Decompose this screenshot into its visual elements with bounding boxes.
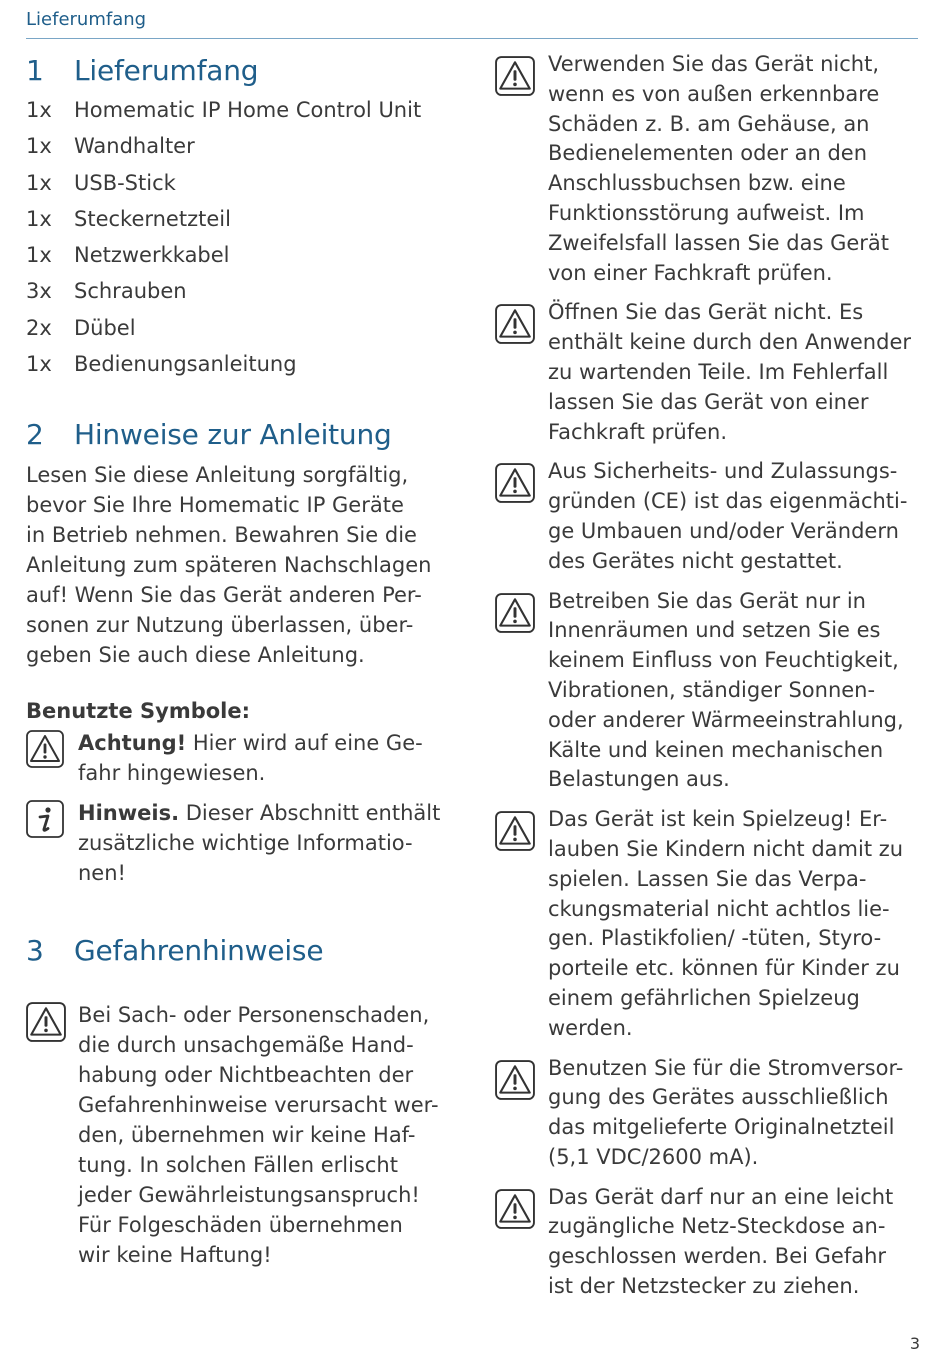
symbol-label: Achtung! [78, 731, 187, 756]
paragraph-line: in Betrieb nehmen. Bewahren Sie die [26, 523, 417, 548]
text-line: porteile etc. können für Kinder zu [548, 956, 900, 981]
section-3-heading [26, 932, 456, 970]
text-line: ckungsmaterial nicht achtlos lie- [548, 896, 890, 921]
text-line: Funktionsstörung aufweist. Im [548, 200, 865, 225]
warning-triangle-icon [495, 1183, 548, 1229]
item-name: Steckernetzteil [74, 206, 231, 231]
item-name: USB-Stick [74, 170, 176, 195]
text-line: Gefahrenhinweise verursacht wer- [78, 1093, 439, 1118]
text-line: Das Gerät ist kein Spielzeug! Er- [548, 807, 888, 832]
item-quantity: 2x [26, 315, 52, 340]
item-quantity: 1x [26, 134, 52, 159]
symbol-text: Hier wird auf eine Ge- [192, 731, 423, 756]
text-line: die durch unsachgemäße Hand- [78, 1033, 414, 1058]
text-line: Für Folgeschäden übernehmen [78, 1213, 403, 1238]
text-line: lauben Sie Kindern nicht damit zu [548, 836, 904, 861]
text-line: Bedienelementen oder an den [548, 141, 868, 166]
paragraph-line: auf! Wenn Sie das Gerät anderen Per- [26, 583, 422, 608]
warning-text [548, 1054, 903, 1173]
list-item [26, 201, 456, 237]
section-number: 3 [26, 934, 44, 968]
warning-text [78, 1000, 439, 1270]
paragraph-line: Lesen Sie diese Anleitung sorgfältig, [26, 463, 409, 488]
text-line: Schäden z. B. am Gehäuse, an [548, 111, 870, 136]
warning-text [548, 1183, 893, 1302]
warning-item [495, 298, 925, 447]
item-quantity: 1x [26, 206, 52, 231]
section-number: 1 [26, 54, 44, 87]
list-item [26, 128, 456, 164]
text-line: Belastungen aus. [548, 767, 730, 792]
text-line: ge Umbauen und/oder Verändern [548, 518, 899, 543]
text-line: geschlossen werden. Bei Gefahr [548, 1244, 887, 1269]
text-line: wenn es von außen erkennbare [548, 81, 880, 106]
text-line: den, übernehmen wir keine Haf- [78, 1123, 416, 1148]
text-line: enthält keine durch den Anwender [548, 330, 911, 355]
section-title: Hinweise zur Anleitung [74, 418, 392, 452]
warning-item [495, 587, 925, 796]
text-line: Benutzen Sie für die Stromversor- [548, 1055, 904, 1080]
warning-triangle-icon [26, 1000, 78, 1042]
warning-item [26, 1000, 456, 1270]
warning-triangle-icon [495, 587, 548, 633]
item-name: Dübel [74, 315, 136, 340]
text-line: zugängliche Netz-Steckdose an- [548, 1214, 886, 1239]
section-2-heading [26, 416, 456, 454]
section-title: Lieferumfang [74, 54, 259, 87]
warning-triangle-icon [495, 298, 548, 344]
warning-item [495, 457, 925, 576]
list-item [26, 310, 456, 346]
warning-text [548, 50, 889, 288]
left-column [26, 50, 456, 1270]
text-line: einem gefährlichen Spielzeug [548, 985, 860, 1010]
text-line: Vibrationen, ständiger Sonnen- [548, 677, 876, 702]
text-line: Fachkraft prüfen. [548, 419, 728, 444]
warning-text [548, 298, 911, 447]
text-line: lassen Sie das Gerät von einer [548, 389, 869, 414]
item-quantity: 3x [26, 279, 52, 304]
paragraph-line: geben Sie auch diese Anleitung. [26, 643, 365, 668]
symbols-title: Benutzte Symbole: [26, 699, 250, 724]
text-line: oder anderer Wärmeeinstrahlung, [548, 707, 904, 732]
list-item [26, 165, 456, 201]
text-line: gen. Plastikfolien/ -tüten, Styro- [548, 926, 882, 951]
symbol-text: Dieser Abschnitt enthält [185, 801, 441, 826]
header-divider [26, 38, 918, 39]
symbol-description [78, 798, 440, 888]
text-line: werden. [548, 1015, 633, 1040]
warning-triangle-icon [495, 1054, 548, 1100]
item-name: Wandhalter [74, 134, 195, 159]
item-quantity: 1x [26, 352, 52, 377]
text-line: habung oder Nichtbeachten der [78, 1063, 414, 1088]
item-quantity: 1x [26, 98, 52, 122]
item-quantity: 1x [26, 170, 52, 195]
warning-text [548, 587, 904, 796]
instructions-paragraph [26, 460, 456, 670]
text-line: Bei Sach- oder Personenschaden, [78, 1003, 430, 1028]
text-line: von einer Fachkraft prüfen. [548, 260, 833, 285]
list-item [26, 237, 456, 273]
item-name: Netzwerkkabel [74, 243, 230, 268]
text-line: gung des Gerätes ausschließlich [548, 1085, 889, 1110]
symbol-label: Hinweis. [78, 801, 180, 826]
paragraph-line: Anleitung zum späteren Nachschlagen [26, 553, 432, 578]
text-line: (5,1 VDC/2600 mA). [548, 1144, 759, 1169]
delivery-scope-list [26, 92, 456, 382]
text-line: gründen (CE) ist das eigenmächti- [548, 489, 908, 514]
warning-triangle-icon [495, 805, 548, 851]
symbol-hint [26, 798, 456, 888]
text-line: jeder Gewährleistungsanspruch! [78, 1183, 420, 1208]
symbol-attention [26, 728, 456, 788]
warning-triangle-icon [26, 728, 78, 768]
list-item [26, 346, 456, 382]
warning-triangle-icon [495, 50, 548, 96]
text-line: zu wartenden Teile. Im Fehlerfall [548, 359, 889, 384]
text-line: Aus Sicherheits- und Zulassungs- [548, 459, 898, 484]
right-column [495, 50, 925, 1312]
page-number: 3 [909, 1334, 920, 1353]
section-number: 2 [26, 418, 44, 452]
text-line: Öffnen Sie das Gerät nicht. Es [548, 300, 864, 325]
paragraph-line: bevor Sie Ihre Homematic IP Geräte [26, 493, 404, 518]
running-header: Lieferumfang [26, 9, 147, 30]
section-title: Gefahrenhinweise [74, 934, 324, 968]
item-name: Schrauben [74, 279, 187, 304]
text-line: keinem Einfluss von Feuchtigkeit, [548, 648, 899, 673]
text-line: Betreiben Sie das Gerät nur in [548, 588, 866, 613]
list-item [26, 92, 456, 128]
text-line: Kälte und keinen mechanischen [548, 737, 884, 762]
paragraph-line: sonen zur Nutzung überlassen, über- [26, 613, 414, 638]
text-line: Zweifelsfall lassen Sie das Gerät [548, 230, 890, 255]
warning-item [495, 805, 925, 1043]
warning-triangle-icon [495, 457, 548, 503]
text-line: Das Gerät darf nur an eine leicht [548, 1184, 894, 1209]
text-line: Innenräumen und setzen Sie es [548, 618, 881, 643]
warning-item [495, 1054, 925, 1173]
list-item [26, 273, 456, 309]
item-name: Bedienungsanleitung [74, 352, 297, 377]
symbol-text: fahr hingewiesen. [78, 761, 266, 786]
symbol-text: zusätzliche wichtige Informatio- [78, 831, 413, 856]
warning-text [548, 805, 903, 1043]
text-line: des Gerätes nicht gestattet. [548, 548, 843, 573]
warning-item [495, 1183, 925, 1302]
text-line: spielen. Lassen Sie das Verpa- [548, 866, 867, 891]
item-quantity: 1x [26, 243, 52, 268]
text-line: Verwenden Sie das Gerät nicht, [548, 52, 880, 76]
text-line: das mitgelieferte Originalnetzteil [548, 1115, 895, 1140]
warning-text [548, 457, 907, 576]
text-line: wir keine Haftung! [78, 1243, 272, 1268]
text-line: ist der Netzstecker zu ziehen. [548, 1274, 860, 1299]
text-line: tung. In solchen Fällen erlischt [78, 1153, 398, 1178]
warning-item [495, 50, 925, 288]
section-1-heading [26, 52, 456, 90]
symbol-text: nen! [78, 861, 126, 886]
info-icon [26, 798, 78, 838]
item-name: Homematic IP Home Control Unit [74, 98, 422, 122]
warnings-list [495, 50, 925, 1302]
text-line: Anschlussbuchsen bzw. eine [548, 171, 846, 196]
symbol-description [78, 728, 423, 788]
